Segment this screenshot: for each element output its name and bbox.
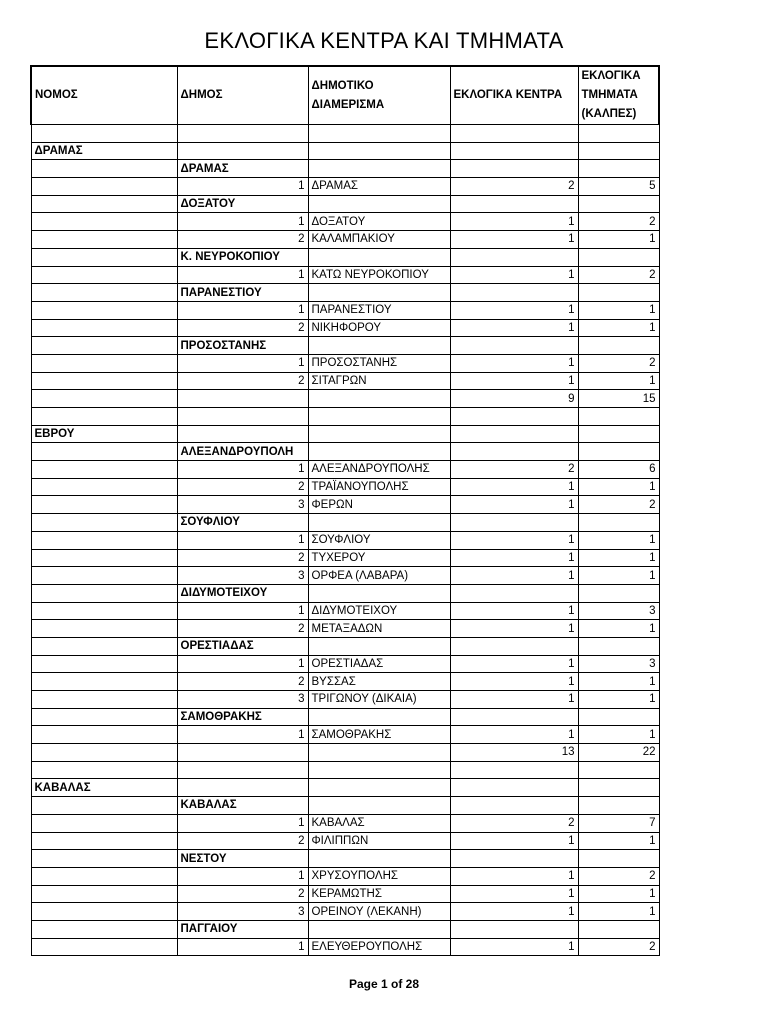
- cell-diamerisma: [308, 390, 450, 408]
- cell-kentra: 1: [450, 655, 578, 673]
- cell-diamerisma: ΝΙΚΗΦΟΡΟΥ: [308, 319, 450, 337]
- cell-nomos: [31, 832, 177, 850]
- cell-dimos: 1: [177, 726, 308, 744]
- cell-kentra: 1: [450, 478, 578, 496]
- table-row: [31, 125, 659, 143]
- cell-nomos: [31, 708, 177, 726]
- cell-kentra: [450, 779, 578, 797]
- cell-tmimata: 2: [578, 867, 659, 885]
- cell-kentra: [450, 337, 578, 355]
- cell-kentra: [450, 514, 578, 532]
- table-row: [31, 461, 659, 479]
- cell-diamerisma: ΔΙΔΥΜΟΤΕΙΧΟΥ: [308, 602, 450, 620]
- cell-dimos: [177, 408, 308, 426]
- cell-tmimata: [578, 195, 659, 213]
- table-row: [31, 779, 659, 797]
- cell-tmimata: 1: [578, 567, 659, 585]
- table-row: [31, 213, 659, 231]
- cell-diamerisma: [308, 514, 450, 532]
- table-row: [31, 602, 659, 620]
- cell-kentra: [450, 761, 578, 779]
- table-row: [31, 903, 659, 921]
- cell-dimos: 1: [177, 213, 308, 231]
- header-dimos: ΔΗΜΟΣ: [177, 66, 308, 125]
- cell-diamerisma: ΜΕΤΑΞΑΔΩΝ: [308, 620, 450, 638]
- cell-diamerisma: ΣΙΤΑΓΡΩΝ: [308, 372, 450, 390]
- cell-tmimata: [578, 708, 659, 726]
- cell-kentra: [450, 443, 578, 461]
- cell-dimos: 2: [177, 832, 308, 850]
- cell-kentra: 1: [450, 673, 578, 691]
- cell-dimos: ΠΑΓΓΑΙΟΥ: [177, 920, 308, 938]
- cell-tmimata: 5: [578, 178, 659, 196]
- table-row: [31, 867, 659, 885]
- cell-nomos: [31, 443, 177, 461]
- cell-kentra: 1: [450, 213, 578, 231]
- cell-nomos: [31, 372, 177, 390]
- cell-nomos: [31, 584, 177, 602]
- cell-kentra: 1: [450, 602, 578, 620]
- cell-nomos: ΔΡΑΜΑΣ: [31, 142, 177, 160]
- header-tmimata: ΕΚΛΟΓΙΚΑ ΤΜΗΜΑΤΑ (ΚΑΛΠΕΣ): [578, 66, 659, 125]
- cell-dimos: 2: [177, 885, 308, 903]
- header-diamerisma: ΔΗΜΟΤΙΚΟ ΔΙΑΜΕΡΙΣΜΑ: [308, 66, 450, 125]
- cell-kentra: 1: [450, 938, 578, 956]
- header-kentra: ΕΚΛΟΓΙΚΑ ΚΕΝΤΡΑ: [450, 66, 578, 125]
- table-row: [31, 761, 659, 779]
- cell-diamerisma: ΦΕΡΩΝ: [308, 496, 450, 514]
- cell-diamerisma: [308, 761, 450, 779]
- cell-diamerisma: [308, 125, 450, 143]
- cell-diamerisma: ΔΟΞΑΤΟΥ: [308, 213, 450, 231]
- cell-kentra: 9: [450, 390, 578, 408]
- cell-dimos: 1: [177, 938, 308, 956]
- cell-dimos: 1: [177, 266, 308, 284]
- table-row: [31, 885, 659, 903]
- cell-diamerisma: ΚΑΒΑΛΑΣ: [308, 814, 450, 832]
- cell-kentra: 1: [450, 691, 578, 709]
- table-row: [31, 744, 659, 762]
- table-header-row: [31, 66, 659, 125]
- cell-dimos: ΔΟΞΑΤΟΥ: [177, 195, 308, 213]
- cell-tmimata: 1: [578, 301, 659, 319]
- cell-dimos: [177, 125, 308, 143]
- cell-dimos: 2: [177, 478, 308, 496]
- table-row: [31, 549, 659, 567]
- cell-tmimata: 2: [578, 354, 659, 372]
- cell-kentra: [450, 142, 578, 160]
- cell-diamerisma: [308, 850, 450, 868]
- table-row: [31, 797, 659, 815]
- cell-kentra: [450, 637, 578, 655]
- cell-nomos: [31, 867, 177, 885]
- table-row: [31, 425, 659, 443]
- cell-dimos: ΔΙΔΥΜΟΤΕΙΧΟΥ: [177, 584, 308, 602]
- cell-dimos: 1: [177, 178, 308, 196]
- cell-diamerisma: [308, 195, 450, 213]
- cell-kentra: 1: [450, 726, 578, 744]
- table-row: [31, 584, 659, 602]
- cell-tmimata: 1: [578, 478, 659, 496]
- cell-kentra: 1: [450, 372, 578, 390]
- cell-tmimata: [578, 761, 659, 779]
- cell-nomos: [31, 496, 177, 514]
- cell-tmimata: [578, 920, 659, 938]
- cell-kentra: 1: [450, 301, 578, 319]
- cell-tmimata: 2: [578, 266, 659, 284]
- cell-nomos: [31, 248, 177, 266]
- cell-dimos: 2: [177, 620, 308, 638]
- cell-diamerisma: [308, 284, 450, 302]
- cell-nomos: [31, 655, 177, 673]
- cell-diamerisma: ΤΡΑΪΑΝΟΥΠΟΛΗΣ: [308, 478, 450, 496]
- table-row: [31, 938, 659, 956]
- table-row: [31, 337, 659, 355]
- cell-dimos: [177, 425, 308, 443]
- table-body: [31, 125, 659, 956]
- cell-diamerisma: ΣΑΜΟΘΡΑΚΗΣ: [308, 726, 450, 744]
- cell-diamerisma: ΤΥΧΕΡΟΥ: [308, 549, 450, 567]
- cell-tmimata: 1: [578, 231, 659, 249]
- cell-dimos: 1: [177, 301, 308, 319]
- elections-table: [30, 65, 660, 956]
- cell-nomos: [31, 390, 177, 408]
- cell-nomos: [31, 178, 177, 196]
- table-row: [31, 248, 659, 266]
- cell-diamerisma: [308, 425, 450, 443]
- table-row: [31, 266, 659, 284]
- cell-dimos: ΔΡΑΜΑΣ: [177, 160, 308, 178]
- table-row: [31, 231, 659, 249]
- cell-dimos: 3: [177, 691, 308, 709]
- cell-kentra: [450, 125, 578, 143]
- table-row: [31, 443, 659, 461]
- cell-tmimata: [578, 637, 659, 655]
- cell-kentra: 1: [450, 903, 578, 921]
- cell-nomos: [31, 761, 177, 779]
- cell-kentra: [450, 160, 578, 178]
- cell-nomos: [31, 903, 177, 921]
- cell-kentra: [450, 425, 578, 443]
- cell-kentra: 1: [450, 496, 578, 514]
- cell-dimos: ΟΡΕΣΤΙΑΔΑΣ: [177, 637, 308, 655]
- cell-diamerisma: ΑΛΕΞΑΝΔΡΟΥΠΟΛΗΣ: [308, 461, 450, 479]
- cell-dimos: [177, 390, 308, 408]
- cell-tmimata: [578, 584, 659, 602]
- cell-tmimata: [578, 779, 659, 797]
- cell-nomos: [31, 125, 177, 143]
- table-row: [31, 691, 659, 709]
- cell-kentra: 1: [450, 319, 578, 337]
- cell-kentra: [450, 408, 578, 426]
- cell-nomos: [31, 602, 177, 620]
- table-row: [31, 620, 659, 638]
- cell-diamerisma: [308, 160, 450, 178]
- cell-diamerisma: ΚΑΤΩ ΝΕΥΡΟΚΟΠΙΟΥ: [308, 266, 450, 284]
- cell-dimos: ΠΡΟΣΟΣΤΑΝΗΣ: [177, 337, 308, 355]
- cell-diamerisma: ΚΕΡΑΜΩΤΗΣ: [308, 885, 450, 903]
- cell-nomos: ΚΑΒΑΛΑΣ: [31, 779, 177, 797]
- table-row: [31, 496, 659, 514]
- header-nomos: ΝΟΜΟΣ: [31, 66, 177, 125]
- cell-kentra: 2: [450, 461, 578, 479]
- cell-dimos: [177, 744, 308, 762]
- cell-kentra: [450, 584, 578, 602]
- cell-nomos: [31, 337, 177, 355]
- cell-tmimata: [578, 408, 659, 426]
- cell-tmimata: 2: [578, 938, 659, 956]
- cell-dimos: ΑΛΕΞΑΝΔΡΟΥΠΟΛΗ: [177, 443, 308, 461]
- cell-diamerisma: [308, 779, 450, 797]
- cell-dimos: 1: [177, 814, 308, 832]
- cell-nomos: [31, 301, 177, 319]
- cell-dimos: [177, 142, 308, 160]
- cell-tmimata: [578, 797, 659, 815]
- cell-dimos: ΝΕΣΤΟΥ: [177, 850, 308, 868]
- cell-nomos: [31, 726, 177, 744]
- cell-nomos: [31, 478, 177, 496]
- cell-diamerisma: ΤΡΙΓΩΝΟΥ (ΔΙΚΑΙΑ): [308, 691, 450, 709]
- cell-nomos: ΕΒΡΟΥ: [31, 425, 177, 443]
- cell-dimos: 1: [177, 461, 308, 479]
- cell-kentra: 1: [450, 567, 578, 585]
- cell-dimos: 2: [177, 673, 308, 691]
- cell-diamerisma: [308, 708, 450, 726]
- cell-tmimata: [578, 142, 659, 160]
- cell-tmimata: [578, 284, 659, 302]
- cell-nomos: [31, 885, 177, 903]
- table-row: [31, 531, 659, 549]
- cell-tmimata: 7: [578, 814, 659, 832]
- cell-nomos: [31, 797, 177, 815]
- cell-diamerisma: [308, 337, 450, 355]
- cell-tmimata: 1: [578, 832, 659, 850]
- cell-tmimata: 1: [578, 903, 659, 921]
- cell-diamerisma: ΟΡΕΙΝΟΥ (ΛΕΚΑΝΗ): [308, 903, 450, 921]
- cell-diamerisma: [308, 797, 450, 815]
- cell-tmimata: 1: [578, 885, 659, 903]
- cell-kentra: 1: [450, 266, 578, 284]
- cell-diamerisma: ΟΡΕΣΤΙΑΔΑΣ: [308, 655, 450, 673]
- cell-diamerisma: [308, 637, 450, 655]
- cell-tmimata: 3: [578, 655, 659, 673]
- cell-tmimata: 22: [578, 744, 659, 762]
- cell-dimos: 3: [177, 567, 308, 585]
- cell-kentra: 2: [450, 814, 578, 832]
- page-title: ΕΚΛΟΓΙΚΑ ΚΕΝΤΡΑ ΚΑΙ ΤΜΗΜΑΤΑ: [204, 28, 564, 53]
- cell-kentra: 2: [450, 178, 578, 196]
- table-row: [31, 354, 659, 372]
- cell-nomos: [31, 284, 177, 302]
- cell-dimos: 1: [177, 354, 308, 372]
- cell-dimos: ΣΑΜΟΘΡΑΚΗΣ: [177, 708, 308, 726]
- cell-diamerisma: ΒΥΣΣΑΣ: [308, 673, 450, 691]
- cell-nomos: [31, 850, 177, 868]
- cell-nomos: [31, 531, 177, 549]
- cell-dimos: 2: [177, 319, 308, 337]
- cell-tmimata: [578, 514, 659, 532]
- cell-diamerisma: ΠΑΡΑΝΕΣΤΙΟΥ: [308, 301, 450, 319]
- cell-kentra: 1: [450, 531, 578, 549]
- cell-dimos: 1: [177, 655, 308, 673]
- table-row: [31, 160, 659, 178]
- cell-kentra: [450, 797, 578, 815]
- cell-diamerisma: ΧΡΥΣΟΥΠΟΛΗΣ: [308, 867, 450, 885]
- cell-kentra: 1: [450, 832, 578, 850]
- cell-dimos: Κ. ΝΕΥΡΟΚΟΠΙΟΥ: [177, 248, 308, 266]
- cell-kentra: 1: [450, 867, 578, 885]
- cell-kentra: 1: [450, 354, 578, 372]
- cell-nomos: [31, 814, 177, 832]
- cell-nomos: [31, 461, 177, 479]
- cell-nomos: [31, 920, 177, 938]
- cell-tmimata: 1: [578, 620, 659, 638]
- cell-tmimata: [578, 443, 659, 461]
- cell-diamerisma: [308, 584, 450, 602]
- cell-dimos: 3: [177, 496, 308, 514]
- table-row: [31, 372, 659, 390]
- cell-tmimata: 1: [578, 673, 659, 691]
- cell-tmimata: 15: [578, 390, 659, 408]
- cell-nomos: [31, 744, 177, 762]
- cell-dimos: 1: [177, 531, 308, 549]
- cell-tmimata: [578, 160, 659, 178]
- cell-diamerisma: [308, 408, 450, 426]
- table-row: [31, 726, 659, 744]
- table-row: [31, 408, 659, 426]
- cell-diamerisma: [308, 443, 450, 461]
- table-row: [31, 850, 659, 868]
- cell-diamerisma: ΔΡΑΜΑΣ: [308, 178, 450, 196]
- cell-tmimata: 3: [578, 602, 659, 620]
- cell-dimos: 1: [177, 602, 308, 620]
- cell-diamerisma: [308, 142, 450, 160]
- table-row: [31, 142, 659, 160]
- cell-nomos: [31, 549, 177, 567]
- cell-dimos: ΠΑΡΑΝΕΣΤΙΟΥ: [177, 284, 308, 302]
- cell-tmimata: 2: [578, 496, 659, 514]
- cell-tmimata: 1: [578, 319, 659, 337]
- cell-dimos: [177, 779, 308, 797]
- cell-tmimata: 1: [578, 691, 659, 709]
- cell-kentra: [450, 708, 578, 726]
- cell-diamerisma: ΚΑΛΑΜΠΑΚΙΟΥ: [308, 231, 450, 249]
- cell-nomos: [31, 266, 177, 284]
- cell-tmimata: 1: [578, 372, 659, 390]
- cell-nomos: [31, 691, 177, 709]
- cell-kentra: [450, 920, 578, 938]
- cell-nomos: [31, 567, 177, 585]
- cell-kentra: 1: [450, 885, 578, 903]
- table-row: [31, 478, 659, 496]
- table-row: [31, 178, 659, 196]
- cell-tmimata: [578, 125, 659, 143]
- cell-nomos: [31, 514, 177, 532]
- table-row: [31, 920, 659, 938]
- cell-diamerisma: [308, 744, 450, 762]
- page-footer: Page 1 of 28: [348, 977, 420, 991]
- cell-nomos: [31, 231, 177, 249]
- cell-diamerisma: ΠΡΟΣΟΣΤΑΝΗΣ: [308, 354, 450, 372]
- cell-kentra: 1: [450, 549, 578, 567]
- table-row: [31, 637, 659, 655]
- cell-dimos: 3: [177, 903, 308, 921]
- table-row: [31, 832, 659, 850]
- cell-kentra: [450, 284, 578, 302]
- cell-nomos: [31, 195, 177, 213]
- cell-nomos: [31, 637, 177, 655]
- cell-tmimata: [578, 248, 659, 266]
- cell-tmimata: 1: [578, 549, 659, 567]
- cell-dimos: ΚΑΒΑΛΑΣ: [177, 797, 308, 815]
- cell-kentra: 13: [450, 744, 578, 762]
- cell-tmimata: 1: [578, 726, 659, 744]
- table-row: [31, 567, 659, 585]
- table-row: [31, 301, 659, 319]
- table-row: [31, 655, 659, 673]
- cell-dimos: 1: [177, 867, 308, 885]
- table-row: [31, 195, 659, 213]
- cell-nomos: [31, 160, 177, 178]
- table-row: [31, 319, 659, 337]
- cell-nomos: [31, 319, 177, 337]
- cell-tmimata: [578, 850, 659, 868]
- cell-dimos: 2: [177, 549, 308, 567]
- table-row: [31, 673, 659, 691]
- cell-dimos: [177, 761, 308, 779]
- cell-kentra: 1: [450, 231, 578, 249]
- cell-kentra: [450, 195, 578, 213]
- table-row: [31, 514, 659, 532]
- cell-tmimata: [578, 425, 659, 443]
- cell-diamerisma: ΦΙΛΙΠΠΩΝ: [308, 832, 450, 850]
- cell-kentra: [450, 850, 578, 868]
- cell-nomos: [31, 213, 177, 231]
- cell-nomos: [31, 620, 177, 638]
- cell-nomos: [31, 354, 177, 372]
- table-row: [31, 284, 659, 302]
- cell-nomos: [31, 673, 177, 691]
- cell-dimos: 2: [177, 231, 308, 249]
- cell-diamerisma: ΕΛΕΥΘΕΡΟΥΠΟΛΗΣ: [308, 938, 450, 956]
- cell-tmimata: 1: [578, 531, 659, 549]
- cell-diamerisma: [308, 920, 450, 938]
- cell-diamerisma: [308, 248, 450, 266]
- cell-kentra: 1: [450, 620, 578, 638]
- cell-tmimata: [578, 337, 659, 355]
- cell-tmimata: 6: [578, 461, 659, 479]
- table-row: [31, 708, 659, 726]
- cell-diamerisma: ΟΡΦΕΑ (ΛΑΒΑΡΑ): [308, 567, 450, 585]
- cell-nomos: [31, 408, 177, 426]
- table-row: [31, 390, 659, 408]
- cell-tmimata: 2: [578, 213, 659, 231]
- cell-diamerisma: ΣΟΥΦΛΙΟΥ: [308, 531, 450, 549]
- cell-kentra: [450, 248, 578, 266]
- cell-dimos: ΣΟΥΦΛΙΟΥ: [177, 514, 308, 532]
- cell-nomos: [31, 938, 177, 956]
- table-row: [31, 814, 659, 832]
- cell-dimos: 2: [177, 372, 308, 390]
